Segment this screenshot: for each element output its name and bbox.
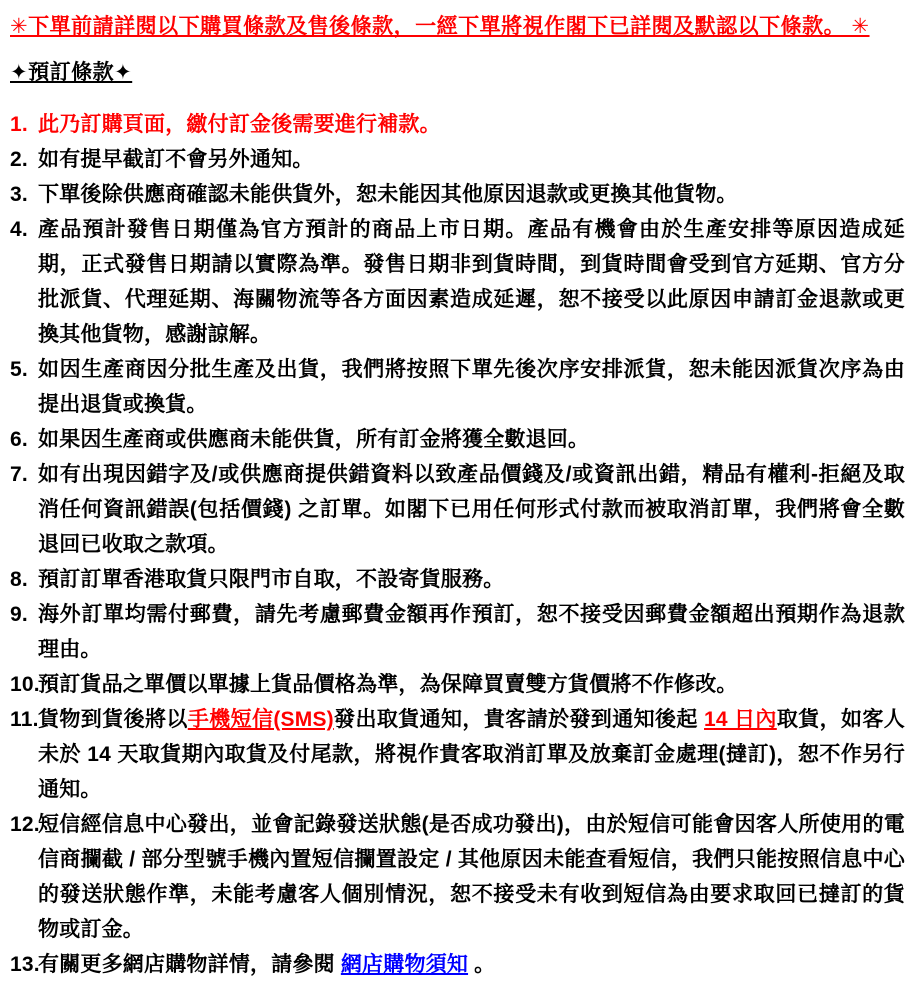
term-item-11	[10, 702, 905, 807]
term-item-12	[10, 807, 905, 947]
term-text	[38, 148, 314, 171]
term-text	[38, 463, 905, 556]
term-number: 11.	[10, 708, 39, 731]
term-text-segment: 14 日內	[704, 708, 777, 731]
term-number: 1.	[10, 113, 28, 136]
term-text-segment: 此乃訂購頁面，繳付訂金後需要進行補款。	[38, 113, 441, 136]
term-item-6	[10, 422, 905, 457]
term-text	[38, 813, 905, 941]
term-item-3	[10, 177, 905, 212]
term-text	[38, 953, 495, 976]
term-number: 5.	[10, 358, 28, 381]
term-text-segment: 預訂訂單香港取貨只限門市自取，不設寄貨服務。	[38, 568, 505, 591]
term-text-segment: 取貨，如客人未於 14 天取貨期內取貨及付尾款，將視作貴客取消訂單及放棄訂金處理(撻訂)，恕不作另行通知。	[38, 708, 905, 801]
term-item-9	[10, 597, 905, 667]
term-item-8	[10, 562, 905, 597]
term-number: 2.	[10, 148, 28, 171]
term-item-13	[10, 947, 905, 982]
term-item-5	[10, 352, 905, 422]
term-text-segment: 產品預計發售日期僅為官方預計的商品上市日期。產品有機會由於生產安排等原因造成延期，正式發售日期請以實際為準。發售日期非到貨時間，到貨時間會受到官方延期、官方分批派貨、代理延期、海關物流等各方面因素造成延遲，恕不接受以此原因申請訂金退款或更換其他貨物，感謝諒解。	[38, 218, 905, 346]
term-number: 8.	[10, 568, 28, 591]
term-text	[38, 218, 905, 346]
term-text-segment: 如有出現因錯字及/或供應商提供錯資料以致產品價錢及/或資訊出錯，精品有權利-拒絕及取消任何資訊錯誤(包括價錢) 之訂單。如閣下已用任何形式付款而被取消訂單，我們將會全數退回已收取之款項。	[38, 463, 905, 556]
term-text-segment: 如因生產商因分批生產及出貨，我們將按照下單先後次序安排派貨，恕未能因派貨次序為由提出退貨或換貨。	[38, 358, 905, 416]
term-text	[38, 603, 905, 661]
term-item-1	[10, 107, 905, 142]
term-text-segment: 如有提早截訂不會另外通知。	[38, 148, 314, 171]
term-text	[38, 708, 905, 801]
term-text-segment: 海外訂單均需付郵費，請先考慮郵費金額再作預訂，恕不接受因郵費金額超出預期作為退款理由。	[38, 603, 905, 661]
term-text	[38, 358, 905, 416]
term-text-segment: 預訂貨品之單價以單據上貨品價格為準，為保障買賣雙方貨價將不作修改。	[38, 673, 738, 696]
term-text	[38, 113, 441, 136]
term-text	[38, 428, 589, 451]
store-shopping-guide-link[interactable]: 網店購物須知	[340, 953, 469, 976]
term-number: 4.	[10, 218, 28, 241]
term-item-4	[10, 212, 905, 352]
term-number: 12.	[10, 813, 40, 836]
term-text-segment: 發出取貨通知，貴客請於發到通知後起	[333, 708, 705, 731]
term-text-segment: 貨物到貨後將以	[38, 708, 188, 731]
purchase-terms-notice-title: ✳下單前請詳閱以下購買條款及售後條款，一經下單將視作閣下已詳閱及默認以下條款。 ✳	[10, 15, 870, 38]
term-item-2	[10, 142, 905, 177]
term-text-segment: 。	[468, 953, 496, 976]
term-text-segment: 短信經信息中心發出，並會記錄發送狀態(是否成功發出)，由於短信可能會因客人所使用的電信商攔截 / 部分型號手機內置短信攔置設定 / 其他原因未能查看短信，我們只能按照信息中心的發送狀態作準，未能考慮客人個別情況，恕不接受未有收到短信為由要求取回已撻訂的貨物或訂金。	[38, 813, 905, 941]
term-number: 7.	[10, 463, 28, 486]
term-text	[38, 183, 738, 206]
term-text	[38, 568, 504, 591]
term-text-segment: 有關更多網店購物詳情，請參閱	[38, 953, 341, 976]
term-number: 3.	[10, 183, 28, 206]
term-number: 9.	[10, 603, 28, 626]
preorder-terms-heading: ✦預訂條款✦	[10, 61, 133, 84]
term-item-10	[10, 667, 905, 702]
term-number: 10.	[10, 673, 40, 696]
term-text	[38, 673, 738, 696]
term-number: 6.	[10, 428, 28, 451]
terms-list	[10, 107, 905, 982]
term-number: 13.	[10, 953, 40, 976]
term-text-segment: 手機短信(SMS)	[187, 708, 334, 731]
term-text-segment: 下單後除供應商確認未能供貨外，恕未能因其他原因退款或更換其他貨物。	[38, 183, 738, 206]
term-text-segment: 如果因生產商或供應商未能供貨，所有訂金將獲全數退回。	[38, 428, 590, 451]
term-item-7	[10, 457, 905, 562]
